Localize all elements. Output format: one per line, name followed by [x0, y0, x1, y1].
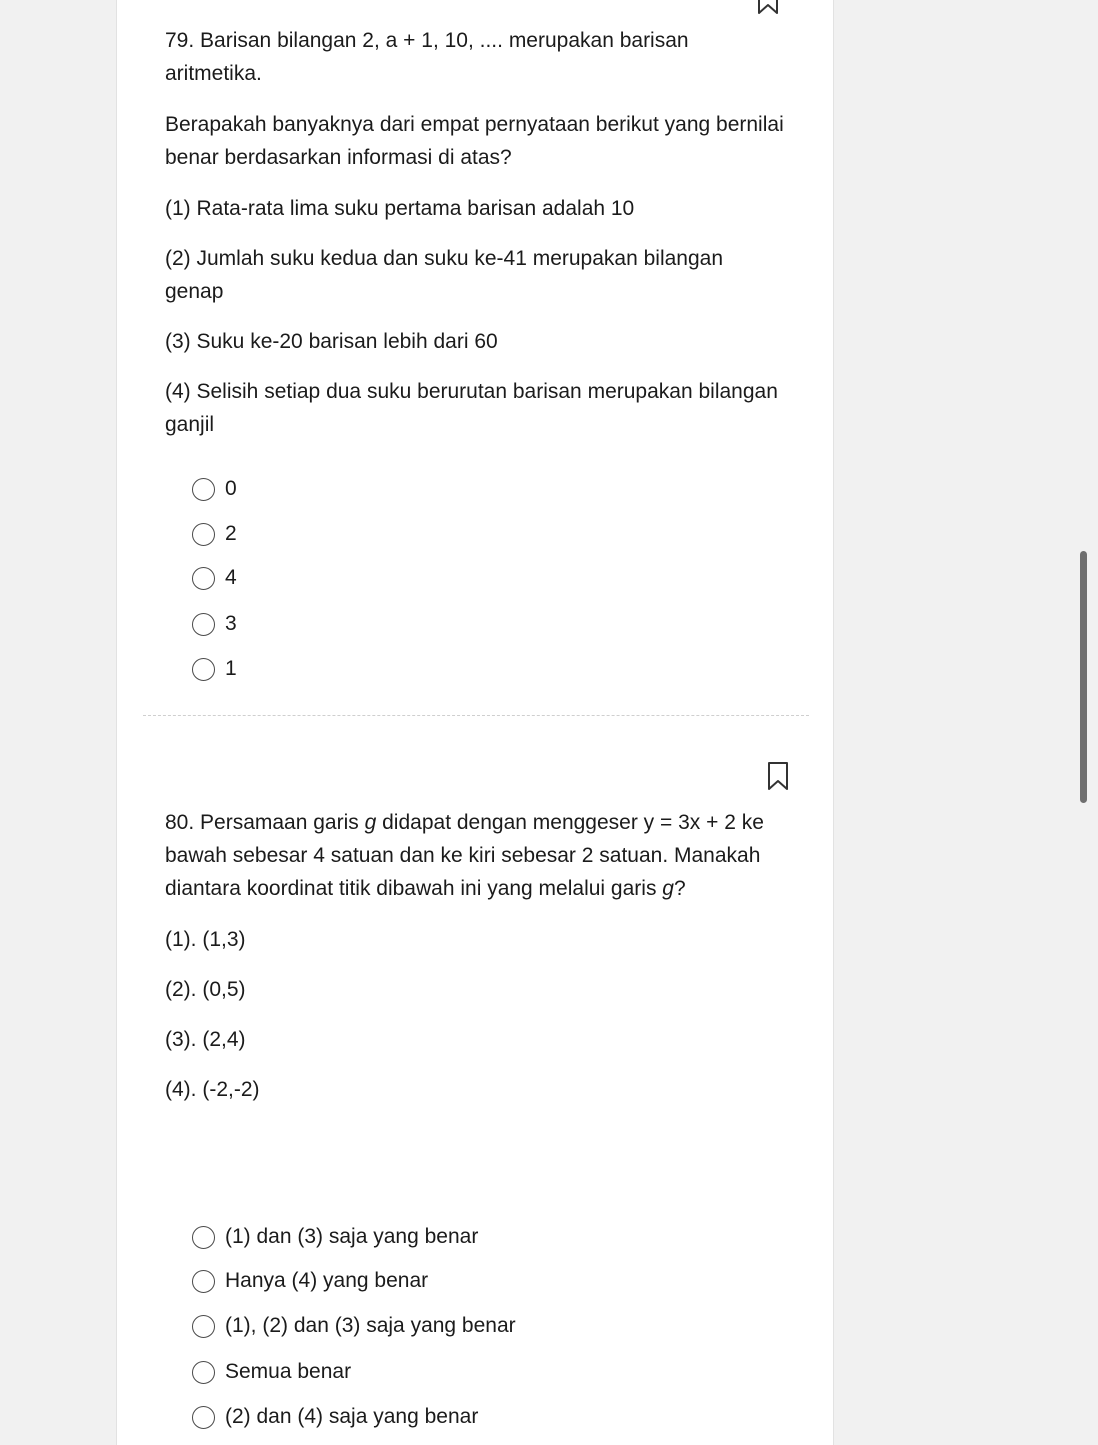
option-label: 4	[225, 566, 237, 589]
option-label: (1) dan (3) saja yang benar	[225, 1225, 479, 1248]
stem-text: ?	[673, 877, 686, 900]
bookmark-icon[interactable]	[758, 0, 778, 14]
question-79-stem: 79. Barisan bilangan 2, a + 1, 10, .... merupakan barisan aritmetika.	[165, 29, 689, 85]
radio-button[interactable]	[192, 1226, 215, 1249]
stem-text: 80. Persamaan garis	[165, 811, 365, 834]
question-79	[165, 24, 785, 458]
q79-option-2[interactable]	[192, 519, 237, 549]
radio-button[interactable]	[192, 478, 215, 501]
statement-3: (3) Suku ke-20 barisan lebih dari 60	[165, 330, 498, 353]
q79-option-4[interactable]	[192, 563, 237, 593]
question-80-stem	[165, 806, 785, 905]
scrollbar-thumb[interactable]	[1080, 551, 1087, 803]
radio-button[interactable]	[192, 1361, 215, 1384]
question-divider	[143, 715, 809, 716]
radio-button[interactable]	[192, 1315, 215, 1338]
question-card	[116, 0, 834, 1445]
statement-4: (4) Selisih setiap dua suku berurutan barisan merupakan bilangan ganjil	[165, 380, 778, 436]
point-3: (3). (2,4)	[165, 1028, 246, 1051]
radio-button[interactable]	[192, 567, 215, 590]
stem-text: didapat dengan menggeser y = 3x + 2 ke bawah sebesar 4 satuan dan ke kiri sebesar 2 satuan. Manakah diantara koordinat titik dibawah ini yang melalui garis	[165, 811, 764, 900]
point-4: (4). (-2,-2)	[165, 1078, 260, 1101]
bookmark-icon[interactable]	[768, 762, 788, 790]
option-label: 3	[225, 612, 237, 635]
option-label: 1	[225, 657, 237, 680]
radio-button[interactable]	[192, 613, 215, 636]
option-label: Semua benar	[225, 1360, 352, 1383]
point-1: (1). (1,3)	[165, 928, 246, 951]
q80-option-b[interactable]	[192, 1266, 428, 1296]
radio-button[interactable]	[192, 1406, 215, 1429]
question-80	[165, 806, 785, 1123]
option-label: 0	[225, 477, 237, 500]
point-2: (2). (0,5)	[165, 978, 246, 1001]
q80-option-e[interactable]	[192, 1402, 478, 1432]
option-label: (1), (2) dan (3) saja yang benar	[225, 1314, 516, 1337]
question-79-prompt: Berapakah banyaknya dari empat pernyataan berikut yang bernilai benar berdasarkan informasi di atas?	[165, 113, 784, 169]
line-variable: g	[662, 877, 674, 900]
option-label: 2	[225, 522, 237, 545]
option-label: (2) dan (4) saja yang benar	[225, 1405, 479, 1428]
option-label: Hanya (4) yang benar	[225, 1269, 429, 1292]
q79-option-3[interactable]	[192, 609, 237, 639]
statement-2: (2) Jumlah suku kedua dan suku ke-41 merupakan bilangan genap	[165, 247, 724, 303]
q80-option-a[interactable]	[192, 1222, 478, 1252]
radio-button[interactable]	[192, 658, 215, 681]
q79-option-0[interactable]	[192, 474, 237, 504]
q80-option-d[interactable]	[192, 1357, 351, 1387]
q80-option-c[interactable]	[192, 1311, 516, 1341]
line-variable: g	[364, 811, 377, 834]
statement-1: (1) Rata-rata lima suku pertama barisan adalah 10	[165, 197, 635, 220]
q79-option-1[interactable]	[192, 654, 237, 684]
radio-button[interactable]	[192, 523, 215, 546]
radio-button[interactable]	[192, 1270, 215, 1293]
